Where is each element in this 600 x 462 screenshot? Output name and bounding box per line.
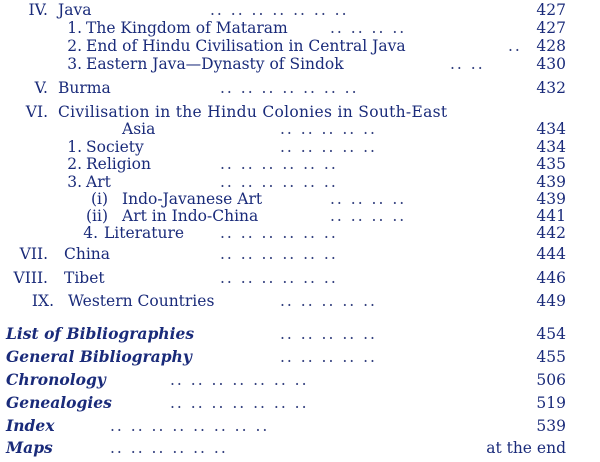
- entry-number: IV.: [28, 1, 48, 19]
- toc-entry-maps: Maps .. .. .. .. .. .. at the end: [6, 438, 566, 457]
- entry-page: 454: [536, 325, 566, 343]
- entry-title: Religion: [86, 155, 151, 173]
- toc-entry-tibet: VIII. Tibet .. .. .. .. .. .. 446: [0, 268, 600, 288]
- toc-entry-general-bibliography: General Bibliography .. .. .. .. .. 455: [6, 347, 566, 366]
- entry-number: V.: [34, 79, 48, 97]
- entry-number: 3.: [67, 55, 82, 73]
- toc-entry-list-of-bibliographies: List of Bibliographies .. .. .. .. .. 454: [6, 324, 566, 343]
- toc-entry: (ii) Art in Indo-China .. .. .. .. 441: [0, 206, 600, 226]
- entry-page: 446: [536, 269, 566, 287]
- entry-number: VII.: [19, 245, 48, 263]
- entry-page: at the end: [486, 439, 566, 457]
- entry-title: Tibet: [64, 269, 105, 287]
- entry-title: Burma: [58, 79, 111, 97]
- toc-entry-genealogies: Genealogies .. .. .. .. .. .. .. 519: [6, 393, 566, 412]
- toc-entry-index: Index .. .. .. .. .. .. .. .. 539: [6, 416, 566, 435]
- entry-number: 3.: [67, 173, 82, 191]
- toc-entry-chronology: Chronology .. .. .. .. .. .. .. 506: [6, 370, 566, 389]
- entry-number: IX.: [31, 292, 54, 310]
- entry-page: 455: [536, 348, 566, 366]
- entry-page: 441: [536, 207, 566, 225]
- entry-page: 428: [536, 37, 566, 55]
- entry-page: 434: [536, 138, 566, 156]
- entry-title: Eastern Java—Dynasty of Sindok: [86, 55, 344, 73]
- entry-title: China: [64, 245, 111, 263]
- entry-number: 2.: [67, 37, 82, 55]
- toc-entry: 3. Art .. .. .. .. .. .. 439: [0, 172, 600, 192]
- toc-entry: 1. The Kingdom of Mataram .. .. .. .. 427: [0, 18, 600, 38]
- toc-entry: 1. Society .. .. .. .. .. 434: [0, 137, 600, 157]
- entry-page: 427: [536, 1, 566, 19]
- entry-title: List of Bibliographies: [6, 324, 195, 343]
- entry-title: Index: [6, 416, 55, 435]
- entry-title: Literature: [104, 224, 185, 242]
- entry-title: Society: [86, 138, 144, 156]
- entry-page: 444: [536, 245, 566, 263]
- entry-title: Art in Indo-China: [122, 207, 259, 225]
- entry-page: 506: [536, 371, 566, 389]
- entry-title: The Kingdom of Mataram: [86, 19, 288, 37]
- entry-number: 4.: [83, 224, 98, 242]
- entry-page: 442: [536, 224, 566, 242]
- toc-entry: 2. End of Hindu Civilisation in Central Java .. 428: [0, 36, 600, 56]
- entry-page: 539: [536, 417, 566, 435]
- entry-page: 439: [536, 190, 566, 208]
- toc-entry: 2. Religion .. .. .. .. .. .. 435: [0, 154, 600, 174]
- entry-page: 434: [536, 120, 566, 138]
- entry-title: Indo-Javanese Art: [122, 190, 263, 208]
- entry-page: 432: [536, 79, 566, 97]
- toc-entry-java: IV. Java .. .. .. .. .. .. .. 427: [0, 0, 600, 20]
- toc-entry-china: VII. China .. .. .. .. .. .. 444: [0, 244, 600, 264]
- entry-title: General Bibliography: [6, 347, 192, 366]
- toc-entry-western: IX. Western Countries .. .. .. .. .. 449: [0, 291, 600, 311]
- entry-title: Art: [86, 173, 111, 191]
- entry-page: 435: [536, 155, 566, 173]
- entry-page: 519: [536, 394, 566, 412]
- toc-entry-continuation: Asia .. .. .. .. .. 434: [122, 120, 566, 138]
- entry-page: 449: [536, 292, 566, 310]
- entry-number: 2.: [67, 155, 82, 173]
- entry-title: End of Hindu Civilisation in Central Java: [86, 37, 406, 55]
- entry-page: 439: [536, 173, 566, 191]
- entry-title: Chronology: [6, 370, 106, 389]
- entry-title: Civilisation in the Hindu Colonies in South-East: [58, 103, 448, 121]
- entry-page: 427: [536, 19, 566, 37]
- entry-number: VI.: [25, 103, 48, 121]
- toc-entry-burma: V. Burma .. .. .. .. .. .. .. 432: [0, 78, 600, 98]
- entry-page: 430: [536, 55, 566, 73]
- toc-entry: 4. Literature .. .. .. .. .. .. 442: [0, 223, 600, 243]
- entry-number: (ii): [85, 207, 108, 225]
- entry-number: 1.: [67, 19, 82, 37]
- entry-title: Genealogies: [6, 393, 112, 412]
- entry-title: Maps: [6, 438, 53, 457]
- entry-title: Asia: [122, 120, 156, 138]
- entry-title: Java: [58, 1, 92, 19]
- toc-entry: 3. Eastern Java—Dynasty of Sindok .. .. 430: [0, 54, 600, 74]
- entry-number: (i): [90, 190, 108, 208]
- toc-entry: (i) Indo-Javanese Art .. .. .. .. 439: [0, 189, 600, 209]
- entry-title: Western Countries: [68, 292, 215, 310]
- entry-number: VIII.: [13, 269, 48, 287]
- entry-number: 1.: [67, 138, 82, 156]
